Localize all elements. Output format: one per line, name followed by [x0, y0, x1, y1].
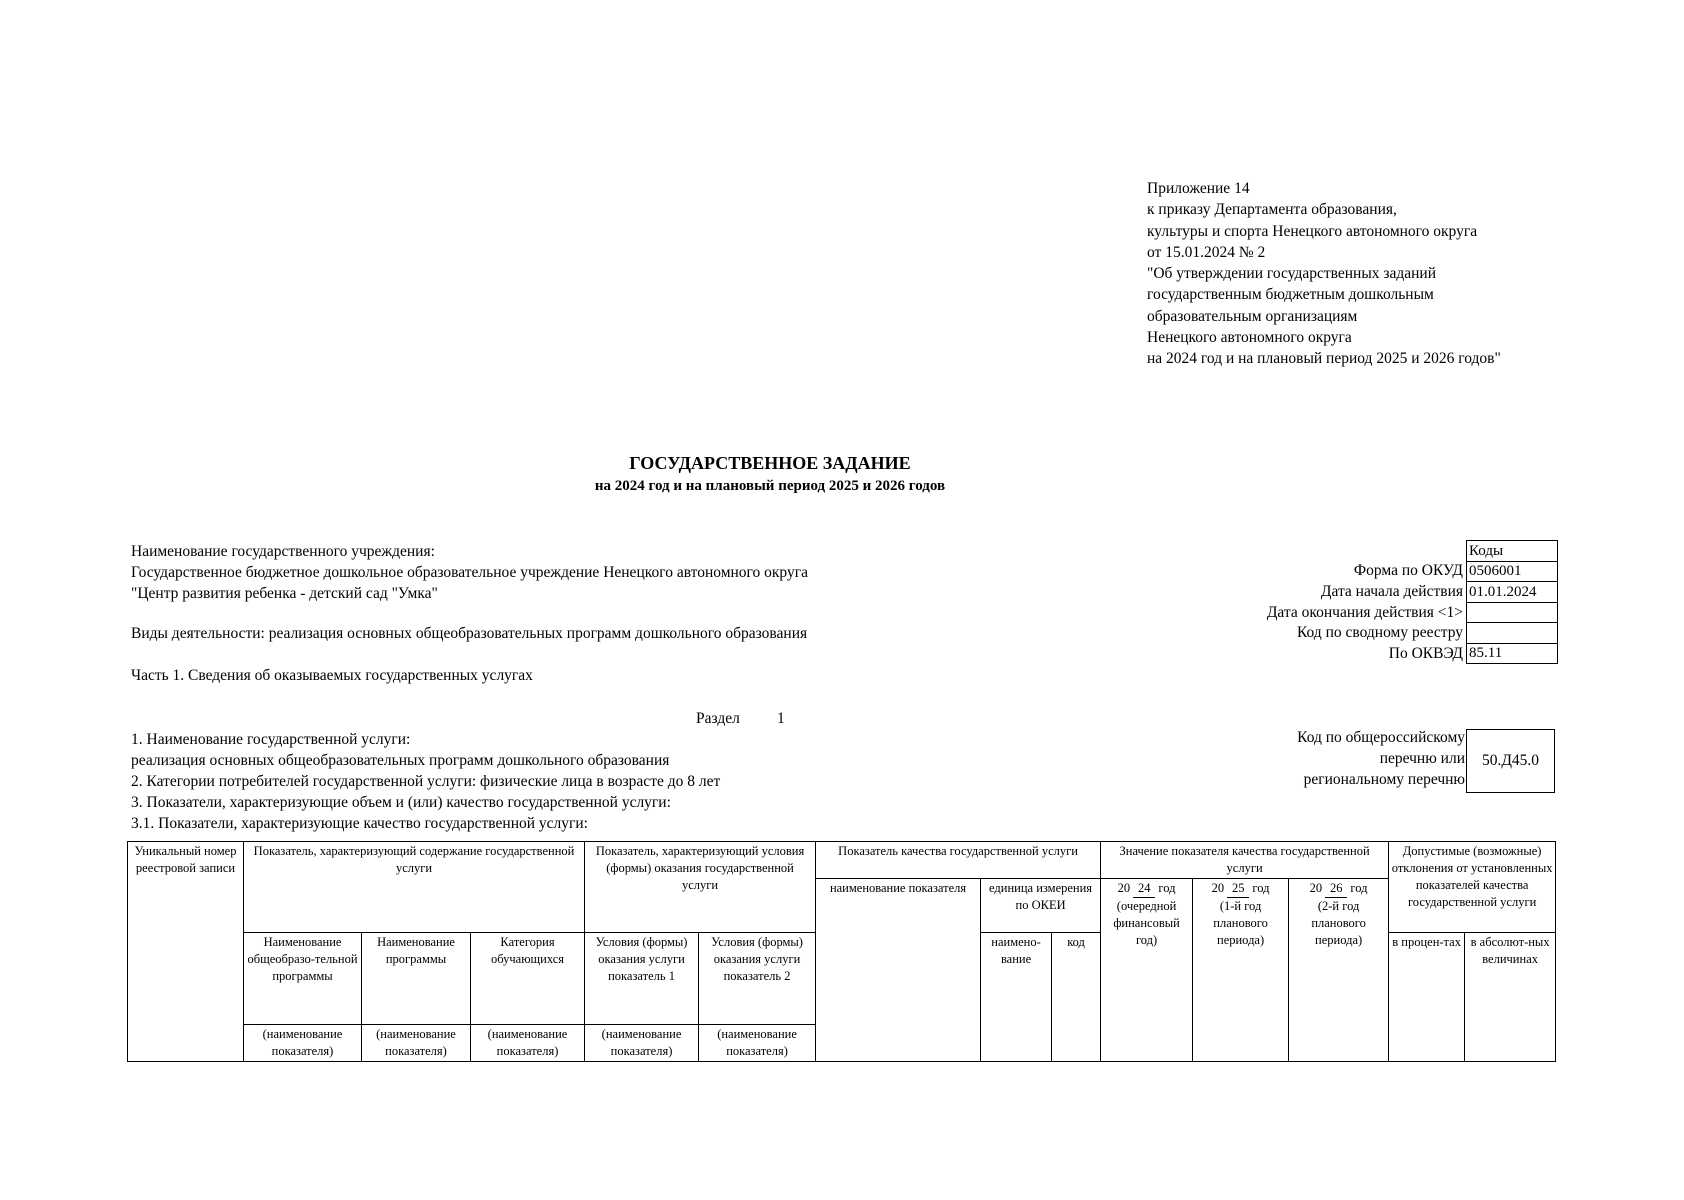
end-date-value: [1467, 602, 1558, 623]
reg-label-1: Код по общероссийскому: [1297, 729, 1465, 746]
header-student-category: Категория обучающихся: [471, 933, 585, 1025]
header-program-name: Наименование общеобразо-тельной программы: [244, 933, 362, 1025]
year-1-note: (очередной финансовый год): [1113, 899, 1180, 947]
subnote-3: (наименование показателя): [471, 1025, 585, 1062]
okud-value: 0506001: [1467, 561, 1558, 582]
year-3-prefix: 20: [1309, 881, 1323, 895]
codes-header: Коды: [1467, 541, 1558, 562]
appendix-line: Ненецкого автономного округа: [1147, 329, 1352, 347]
header-unit-name: наимено-вание: [981, 933, 1052, 1062]
service-item2: 2. Категории потребителей государственной услуги: физические лица в возрасте до 8 лет: [131, 773, 721, 790]
header-year-1: [1101, 879, 1193, 1062]
header-indicator-name: наименование показателя: [816, 879, 981, 1062]
year-2-prefix: 20: [1211, 881, 1225, 895]
okud-label: Форма по ОКУД: [1353, 562, 1463, 579]
start-date-label: Дата начала действия: [1320, 583, 1463, 600]
appendix-line: к приказу Департамента образования,: [1147, 201, 1397, 219]
part1-heading: Часть 1. Сведения об оказываемых государственных услугах: [131, 667, 533, 684]
header-indicator-value: Значение показателя качества государственной услуги: [1101, 842, 1389, 879]
year-3-note: (2-й год планового периода): [1311, 899, 1366, 947]
year-2-value: 25: [1227, 880, 1249, 898]
header-year-2: [1193, 879, 1289, 1062]
header-conditions-indicator: Показатель, характеризующий условия (формы) оказания государственной услуги: [585, 842, 816, 933]
appendix-line: "Об утверждении государственных заданий: [1147, 265, 1437, 283]
codes-box: [1466, 540, 1558, 664]
section-label: Раздел: [696, 710, 740, 727]
service-name: реализация основных общеобразовательных программ дошкольного образования: [131, 752, 670, 769]
institution-name-line1: Государственное бюджетное дошкольное образовательное учреждение Ненецкого автономного округа: [131, 564, 808, 581]
appendix-line: образовательным организациям: [1147, 307, 1358, 325]
service-item1: 1. Наименование государственной услуги:: [131, 731, 411, 748]
appendix-line: на 2024 год и на плановый период 2025 и 2026 годов": [1147, 350, 1501, 368]
appendix-line: от 15.01.2024 № 2: [1147, 243, 1266, 261]
document-title: ГОСУДАРСТВЕННОЕ ЗАДАНИЕ: [629, 453, 911, 473]
end-date-label: Дата окончания действия <1>: [1266, 604, 1463, 621]
header-deviation: Допустимые (возможные) отклонения от установленных показателей качества государственной услуги: [1389, 842, 1556, 933]
institution-name-line2: "Центр развития ребенка - детский сад "Умка": [131, 585, 438, 602]
appendix-line: культуры и спорта Ненецкого автономного округа: [1147, 222, 1478, 240]
year-1-value: 24: [1133, 880, 1155, 898]
year-1-suffix: год: [1158, 881, 1176, 895]
year-2-suffix: год: [1252, 881, 1270, 895]
registry-label: Код по сводному реестру: [1296, 624, 1463, 641]
appendix-block: [1147, 178, 1501, 370]
quality-indicators-table: [127, 841, 1556, 1062]
header-content-indicator: Показатель, характеризующий содержание государственной услуги: [244, 842, 585, 933]
year-1-prefix: 20: [1117, 881, 1131, 895]
header-condition-2: Условия (формы) оказания услуги показатель 2: [699, 933, 816, 1025]
header-year-3: [1289, 879, 1389, 1062]
activity-type: Виды деятельности: реализация основных общеобразовательных программ дошкольного образования: [131, 625, 808, 642]
header-program: Наименование программы: [362, 933, 471, 1025]
appendix-line: государственным бюджетным дошкольным: [1147, 286, 1434, 304]
subnote-4: (наименование показателя): [585, 1025, 699, 1062]
year-3-value: 26: [1325, 880, 1347, 898]
start-date-value: 01.01.2024: [1467, 582, 1558, 603]
appendix-line: Приложение 14: [1147, 180, 1250, 197]
subnote-1: (наименование показателя): [244, 1025, 362, 1062]
year-2-note: (1-й год планового периода): [1213, 899, 1268, 947]
section-number: 1: [777, 710, 785, 727]
okved-value: 85.11: [1467, 643, 1558, 664]
year-3-suffix: год: [1350, 881, 1368, 895]
header-unit-okei: единица измерения по ОКЕИ: [981, 879, 1101, 933]
registry-code-box: [1466, 729, 1555, 793]
service-item31: 3.1. Показатели, характеризующие качество государственной услуги:: [131, 815, 588, 832]
reg-label-3: региональному перечню: [1303, 771, 1465, 788]
subnote-2: (наименование показателя): [362, 1025, 471, 1062]
header-deviation-absolute: в абсолют-ных величинах: [1465, 933, 1556, 1062]
service-item3: 3. Показатели, характеризующие объем и (или) качество государственной услуги:: [131, 794, 671, 811]
header-deviation-percent: в процен-тах: [1389, 933, 1465, 1062]
header-unit-code: код: [1052, 933, 1101, 1062]
header-unique-number: Уникальный номер реестровой записи: [128, 842, 244, 1062]
registry-code-value: 50.Д45.0: [1481, 752, 1540, 769]
header-condition-1: Условия (формы) оказания услуги показатель 1: [585, 933, 699, 1025]
institution-label: Наименование государственного учреждения:: [131, 543, 435, 560]
header-quality-indicator: Показатель качества государственной услуги: [816, 842, 1101, 879]
document-subtitle: на 2024 год и на плановый период 2025 и 2026 годов: [594, 478, 946, 494]
reg-label-2: перечню или: [1379, 750, 1465, 767]
registry-value: [1467, 623, 1558, 644]
okved-label: По ОКВЭД: [1388, 645, 1463, 662]
subnote-5: (наименование показателя): [699, 1025, 816, 1062]
